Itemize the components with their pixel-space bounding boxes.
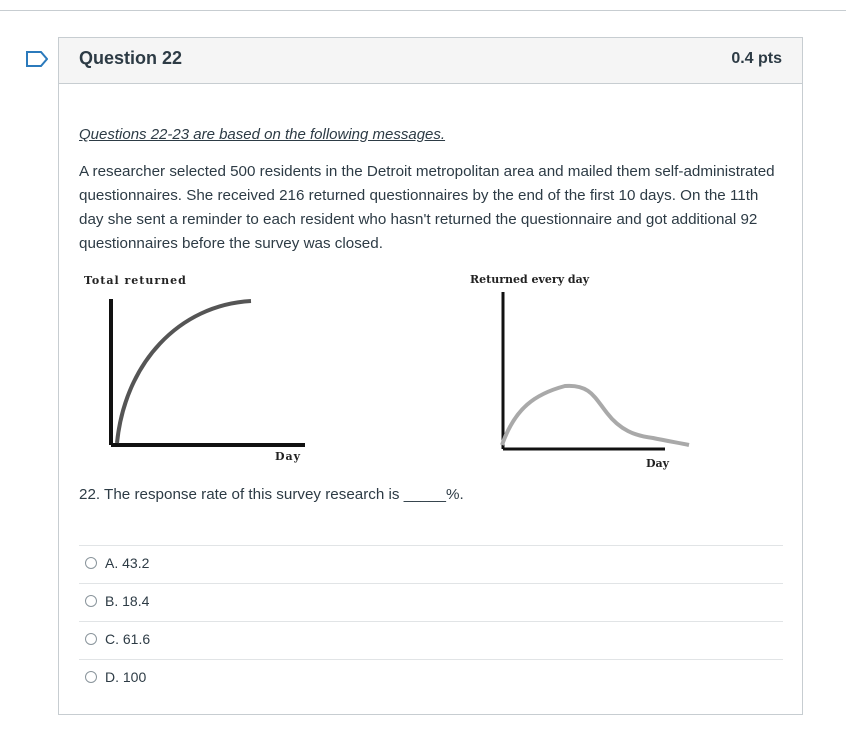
flag-question-icon[interactable] (26, 51, 48, 67)
answer-label: C. 61.6 (105, 631, 151, 647)
answer-option-c[interactable] (79, 621, 783, 659)
answer-option-a[interactable] (79, 545, 783, 583)
answer-option-d[interactable] (79, 659, 783, 697)
cumulative-curve (117, 301, 251, 443)
answer-option-b[interactable] (79, 583, 783, 621)
left-figure-ylabel: Total returned (84, 274, 187, 287)
question-title: Question 22 (79, 48, 183, 68)
answer-label: A. 43.2 (105, 555, 150, 571)
right-figure-xlabel: Day (646, 457, 670, 470)
question-intro: Questions 22-23 are based on the following messages. (79, 126, 446, 143)
question-prompt: 22. The response rate of this survey research is _____%. (79, 486, 464, 503)
left-figure-xlabel: Day (275, 450, 302, 463)
answer-label: B. 18.4 (105, 593, 150, 609)
question-header (59, 38, 802, 84)
radio-button[interactable] (85, 557, 97, 569)
answer-label: D. 100 (105, 669, 147, 685)
question-card (58, 37, 803, 715)
daily-returns-curve (502, 386, 689, 445)
cumulative-returns-figure (99, 293, 319, 453)
radio-button[interactable] (85, 671, 97, 683)
right-figure-ylabel: Returned every day (470, 273, 590, 286)
radio-button[interactable] (85, 595, 97, 607)
daily-returns-figure (495, 288, 695, 458)
answer-list (79, 545, 783, 697)
top-divider (0, 10, 846, 11)
question-passage: A researcher selected 500 residents in the Detroit metropolitan area and mailed them self-administrated questionnaires. She received 216 returned questionnaires by the end of the first 10 days. On the 11th day she sent a reminder to each resident who hasn't returned the questionnaire and got additional 92 questionnaires before the survey was closed. (79, 163, 775, 252)
question-points: 0.4 pts (731, 50, 782, 67)
radio-button[interactable] (85, 633, 97, 645)
